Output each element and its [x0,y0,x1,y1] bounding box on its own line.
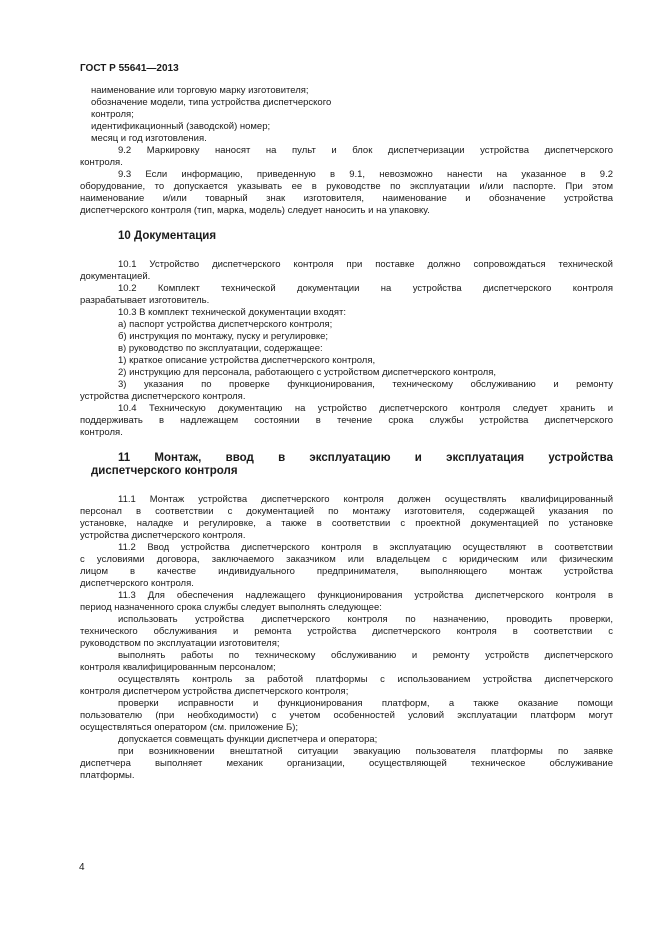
section-10-line: 10.1 Устройство диспетчерского контроля при поставке должно сопровождаться технической [118,259,613,270]
paragraph-9-2-line: 9.2 Маркировку наносят на пульт и блок диспетчеризации устройства диспетчерского [118,145,613,156]
section-10-line: разрабатывает изготовитель. [80,295,210,306]
document-body [80,85,613,782]
section-10-line: 2) инструкцию для персонала, работающего с устройством диспетчерского контроля, [118,367,496,378]
section-10-line: 10.4 Техническую документацию на устройство диспетчерского контроля следует хранить и [118,403,613,414]
section-11-line: руководством по эксплуатации изготовителя; [80,638,280,649]
paragraph-9-2-line: контроля. [80,157,123,168]
section-11-line: персонал в соответствии с документацией по монтажу изготовителя, содержащей указания по [80,506,613,517]
section-10-line: контроля. [80,427,123,438]
section-10-line: а) паспорт устройства диспетчерского контроля; [118,319,333,330]
section-10-line: поддерживать в надлежащем состоянии в течение срока службы устройства диспетчерского [80,415,613,426]
section-11-line: установке, наладке и регулировке, а также в соответствии с проектной документацией по установке [80,518,613,529]
paragraph-9-3-line: диспетчерского контроля (тип, марка, модель) следует наносить и на упаковку. [80,205,430,216]
section-11-line: контроля диспетчером устройства диспетчерского контроля; [80,686,349,697]
section-11-line: осуществлять контроль за работой платформы с использованием устройства диспетчерского [118,674,613,685]
section-11-line: использовать устройства диспетчерского контроля по назначению, проводить проверки, [118,614,613,625]
section-10-line: 10.3 В комплект технической документации входят: [118,307,346,318]
paragraph-9-3-line: 9.3 Если информацию, приведенную в 9.1, невозможно нанести на указанное в 9.2 [118,169,613,180]
standard-header: ГОСТ Р 55641—2013 [80,63,179,74]
section-11-line: устройства диспетчерского контроля. [80,530,246,541]
text-line: наименование или торговую марку изготовителя; [91,85,309,96]
section-10-line: б) инструкция по монтажу, пуску и регулировке; [118,331,329,342]
section-11-line: 11.2 Ввод устройства диспетчерского контроля в эксплуатацию осуществляют в соответствии [118,542,613,553]
section-11-line: допускается совмещать функции диспетчера и оператора; [118,734,378,745]
section-11-line: пользователю (при необходимости) с учетом особенностей условий эксплуатации платформ могут [80,710,613,721]
text-line: обозначение модели, типа устройства диспетчерского [91,97,332,108]
section-10-line: в) руководство по эксплуатации, содержащее: [118,343,323,354]
section-10-line: 1) краткое описание устройства диспетчерского контроля, [118,355,376,366]
section-11-line: контроля квалифицированным персоналом; [80,662,276,673]
section-10-line: документацией. [80,271,151,282]
section-11-line: диспетчерского контроля. [80,578,194,589]
section-11-line: с условиями договора, заключаемого заказчиком или владельцем с юридическим или физическим [80,554,613,565]
section-11-line: технического обслуживания и ремонта устройства диспетчерского контроля в соответствии с [80,626,613,637]
section-11-line: при возникновении внештатной ситуации эвакуацию пользователя платформы по заявке [118,746,613,757]
section-11-heading-line: диспетчерского контроля [91,465,238,477]
section-11-line: осуществляться оператором (см. приложение Б); [80,722,298,733]
section-11-line: проверки исправности и функционирования платформ, а также оказание помощи [118,698,613,709]
section-10-line: 10.2 Комплект технической документации на устройства диспетчерского контроля [118,283,613,294]
section-10-line: 3) указания по проверке функционирования, техническому обслуживанию и ремонту [118,379,613,390]
section-11-line: 11.1 Монтаж устройства диспетчерского контроля должен осуществлять квалифицированный [118,494,613,505]
section-11-line: выполнять работы по техническому обслуживанию и ремонту устройств диспетчерского [118,650,613,661]
section-11-heading [91,452,613,478]
section-11-line: платформы. [80,770,135,781]
section-11-line: лицом в качестве индивидуального предпринимателя, выполняющего монтаж устройства [80,566,613,577]
paragraph-9-3-line: оборудование, то допускается указывать ее в руководстве по эксплуатации и/или паспорте. При этом [80,181,613,192]
section-11-line: диспетчера выполняет механик организации, осуществляющей техническое обслуживание [80,758,613,769]
section-10-heading: 10 Документация [118,230,217,242]
page-number: 4 [79,862,85,873]
section-11-line: 11.3 Для обеспечения надлежащего функционирования устройства диспетчерского контроля в [118,590,613,601]
text-line: идентификационный (заводской) номер; [91,121,271,132]
paragraph-9-3-line: наименование и/или товарный знак изготовителя, наименование и обозначение устройства [80,193,613,204]
text-line: месяц и год изготовления. [91,133,207,144]
section-11-line: период назначенного срока службы следует выполнять следующее: [80,602,382,613]
section-10-line: устройства диспетчерского контроля. [80,391,246,402]
section-11-heading-line: 11 Монтаж, ввод в эксплуатацию и эксплуатация устройства [118,452,613,464]
text-line: контроля; [91,109,134,120]
